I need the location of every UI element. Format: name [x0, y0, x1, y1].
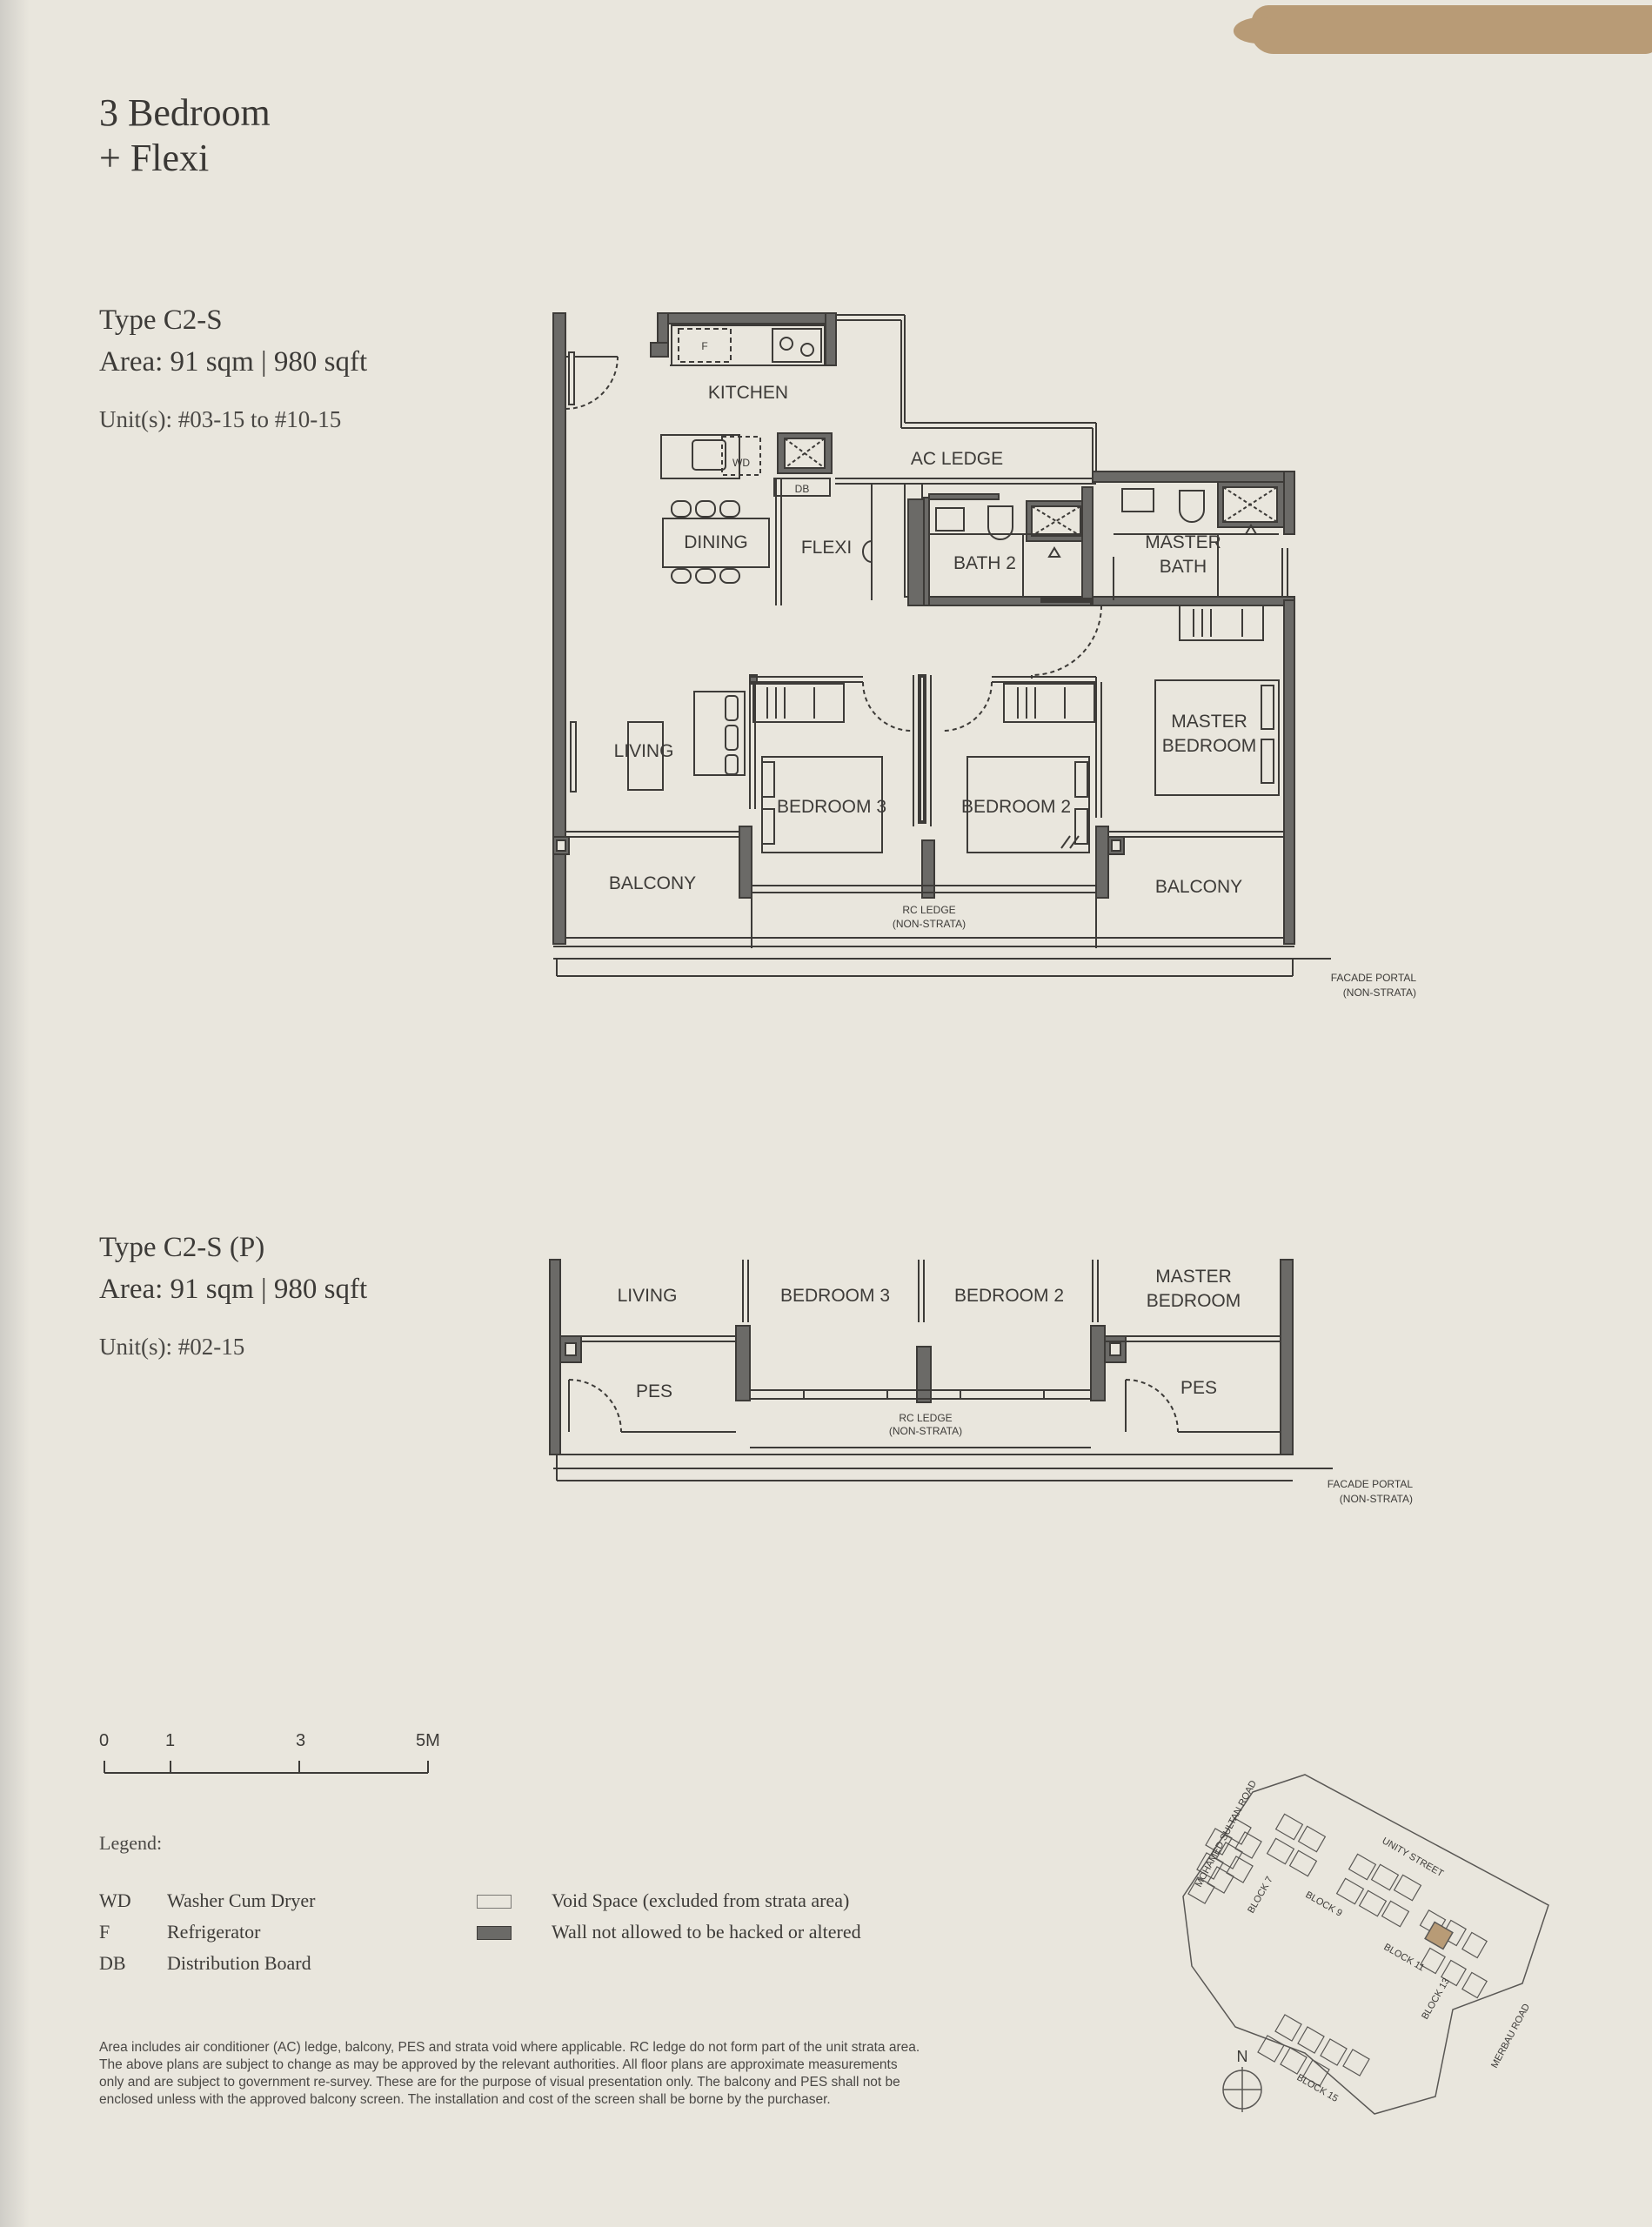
block-15-label: BLOCK 15 — [1294, 2072, 1341, 2104]
block-13-label: BLOCK 13 — [1420, 1976, 1452, 2022]
scale-bar-line — [99, 1749, 438, 1776]
north-arrow-icon — [1223, 2048, 1261, 2112]
room-kitchen: KITCHEN — [707, 383, 789, 403]
room-ac-ledge: AC LEDGE — [910, 449, 1004, 469]
north-label: N — [1236, 2048, 1248, 2065]
legend-db-abbr: DB — [99, 1952, 126, 1974]
type-c2s-area: Area: 91 sqm | 980 sqft — [99, 346, 368, 378]
type-c2sp-info — [99, 1227, 367, 1364]
label-wd: WD — [732, 457, 750, 469]
scale-tick-0: 0 — [99, 1731, 110, 1750]
room-living: LIVING — [613, 741, 674, 761]
pes-room-bedroom-3: BEDROOM 3 — [779, 1286, 891, 1306]
highlighted-unit-marker — [1425, 1922, 1453, 1949]
title-line-2: + Flexi — [99, 137, 210, 179]
site-plan-map — [1148, 1766, 1566, 2131]
page-title — [99, 90, 271, 181]
pes-left: PES — [635, 1381, 673, 1401]
pes-rc-ledge-label-1: RC LEDGE — [899, 1412, 953, 1424]
legend-wd-abbr: WD — [99, 1889, 131, 1911]
pes-room-living: LIVING — [617, 1286, 678, 1306]
room-bath-2: BATH 2 — [953, 553, 1016, 573]
brush-stroke-decoration — [1249, 5, 1652, 54]
pes-facade-label-1: FACADE PORTAL — [1327, 1478, 1413, 1490]
legend-f-abbr: F — [99, 1921, 110, 1943]
rc-ledge-label-2: (NON-STRATA) — [892, 918, 966, 930]
legend-row-wd — [0, 1889, 957, 1916]
room-balcony-right: BALCONY — [1154, 877, 1243, 897]
road-unity-street: UNITY STREET — [1380, 1836, 1446, 1880]
pes-right: PES — [1180, 1378, 1218, 1398]
room-balcony-left: BALCONY — [608, 873, 697, 893]
floor-plan-c2sp — [539, 1253, 1427, 1514]
facade-label-2: (NON-STRATA) — [1342, 986, 1416, 999]
disclaimer-text: Area includes air conditioner (AC) ledge, balcony, PES and strata void where applicable. RC ledge do not form part of the unit strata area. The above plans are subject to change as may be approved by the relevant authorities. All floor plans are approximate measurements only and are subject to government re-survey. These are for the purpose of visual presentation only. The balcony and PES shall not be enclosed unless with the approved balcony screen. The installation and cost of the screen shall be borne by the purchaser. — [99, 2040, 920, 2107]
legend-void-desc: Void Space (excluded from strata area) — [552, 1889, 850, 1911]
label-db: DB — [794, 483, 810, 495]
type-c2s-info — [99, 299, 367, 437]
pes-facade-label-2: (NON-STRATA) — [1339, 1493, 1413, 1505]
room-bedroom-3: BEDROOM 3 — [776, 797, 887, 817]
type-c2sp-units: Unit(s): #02-15 — [99, 1334, 245, 1360]
scale-tick-3: 3 — [296, 1731, 306, 1750]
block-11-label: BLOCK 11 — [1381, 1942, 1427, 1974]
legend-f-desc: Refrigerator — [167, 1921, 261, 1943]
room-master-bath-2: BATH — [1159, 557, 1207, 577]
void-space-swatch-icon — [477, 1895, 512, 1909]
room-master-bedroom-1: MASTER — [1171, 712, 1247, 732]
legend-title: Legend: — [99, 1832, 163, 1854]
title-line-1: 3 Bedroom — [99, 91, 271, 134]
block-9-label: BLOCK 9 — [1303, 1889, 1344, 1919]
wall-swatch-icon — [477, 1926, 512, 1940]
room-dining: DINING — [684, 532, 748, 552]
legend-row-f — [0, 1921, 957, 1947]
room-master-bath-1: MASTER — [1145, 532, 1221, 552]
room-bedroom-2: BEDROOM 2 — [960, 797, 1072, 817]
legend-db-desc: Distribution Board — [167, 1952, 311, 1974]
type-c2s-units: Unit(s): #03-15 to #10-15 — [99, 406, 342, 432]
type-c2sp-area: Area: 91 sqm | 980 sqft — [99, 1274, 368, 1305]
legend-row-db — [0, 1952, 957, 1978]
scale-tick-5: 5M — [416, 1731, 440, 1750]
room-master-bedroom-2: BEDROOM — [1161, 736, 1257, 756]
rc-ledge-label-1: RC LEDGE — [902, 904, 956, 916]
block-7-label: BLOCK 7 — [1246, 1875, 1275, 1916]
room-flexi: FLEXI — [800, 538, 853, 558]
pes-room-master-bedroom-1: MASTER — [1155, 1267, 1232, 1287]
label-fridge: F — [701, 340, 708, 352]
floor-plan-c2s — [539, 304, 1427, 1009]
pes-room-master-bedroom-2: BEDROOM — [1146, 1291, 1241, 1311]
road-merbau: MERBAU ROAD — [1489, 2002, 1533, 2070]
road-mohamed-sultan: MOHAMED SULTAN ROAD — [1194, 1778, 1260, 1889]
type-c2sp-name: Type C2-S (P) — [99, 1232, 265, 1263]
legend-wd-desc: Washer Cum Dryer — [167, 1889, 316, 1911]
pes-rc-ledge-label-2: (NON-STRATA) — [888, 1425, 963, 1437]
scale-tick-1: 1 — [165, 1731, 176, 1750]
facade-label-1: FACADE PORTAL — [1330, 972, 1416, 984]
pes-room-bedroom-2: BEDROOM 2 — [953, 1286, 1065, 1306]
type-c2s-name: Type C2-S — [99, 304, 223, 336]
legend-wall-desc: Wall not allowed to be hacked or altered — [552, 1921, 861, 1943]
